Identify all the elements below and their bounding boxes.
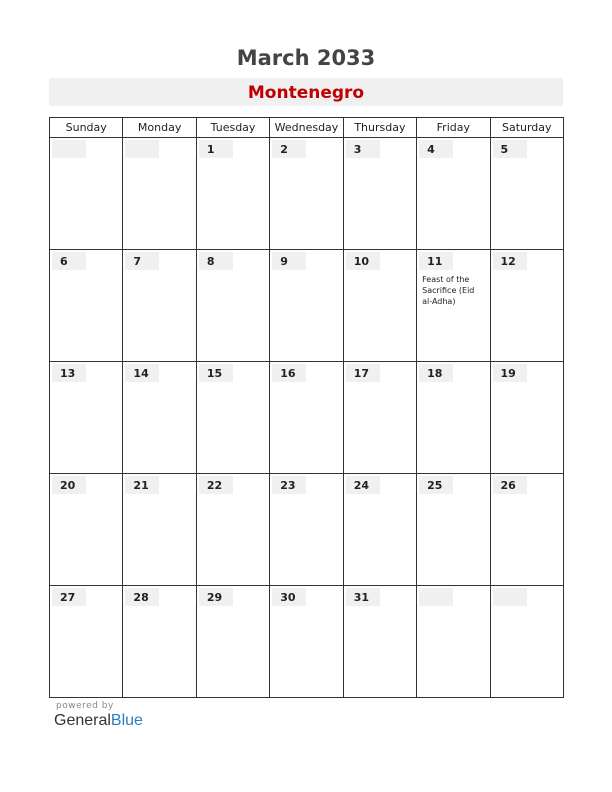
weekday-sunday: Sunday [50, 118, 123, 138]
day-cell [490, 250, 563, 362]
day-cell [196, 474, 269, 586]
day-number: 24 [346, 476, 380, 494]
week-row [50, 474, 564, 586]
day-cell [50, 250, 123, 362]
weekday-saturday: Saturday [490, 118, 563, 138]
day-cell [490, 586, 563, 698]
day-cell [270, 250, 343, 362]
day-number: 23 [272, 476, 306, 494]
day-number: 13 [52, 364, 86, 382]
day-number [419, 588, 453, 606]
week-row [50, 586, 564, 698]
day-cell [270, 586, 343, 698]
day-number: 26 [493, 476, 527, 494]
day-cell [50, 362, 123, 474]
powered-by-label: powered by [56, 701, 114, 711]
day-cell [270, 474, 343, 586]
weekday-thursday: Thursday [343, 118, 416, 138]
day-number: 5 [493, 140, 527, 158]
weekday-header-row [50, 118, 564, 138]
day-cell [123, 474, 196, 586]
day-number: 9 [272, 252, 306, 270]
day-cell [343, 474, 416, 586]
week-row [50, 138, 564, 250]
day-cell [50, 474, 123, 586]
calendar-grid [49, 117, 564, 698]
week-row [50, 250, 564, 362]
day-cell [343, 250, 416, 362]
day-cell [417, 586, 490, 698]
day-number: 29 [199, 588, 233, 606]
day-cell [50, 138, 123, 250]
day-number: 2 [272, 140, 306, 158]
day-number: 30 [272, 588, 306, 606]
day-cell [343, 362, 416, 474]
day-cell [270, 138, 343, 250]
day-number: 3 [346, 140, 380, 158]
day-number: 7 [125, 252, 159, 270]
weekday-tuesday: Tuesday [196, 118, 269, 138]
day-cell [196, 250, 269, 362]
day-number: 10 [346, 252, 380, 270]
day-number: 8 [199, 252, 233, 270]
day-cell [123, 362, 196, 474]
day-number [52, 140, 86, 158]
day-cell [50, 586, 123, 698]
day-cell [196, 138, 269, 250]
day-number: 16 [272, 364, 306, 382]
day-cell [490, 138, 563, 250]
weekday-monday: Monday [123, 118, 196, 138]
day-cell [490, 362, 563, 474]
day-number [493, 588, 527, 606]
holiday-label: Feast of the Sacrifice (Eid al-Adha) [422, 275, 475, 306]
day-cell [417, 250, 490, 362]
day-number: 6 [52, 252, 86, 270]
day-cell [196, 586, 269, 698]
day-number: 31 [346, 588, 380, 606]
day-number: 1 [199, 140, 233, 158]
day-cell [343, 586, 416, 698]
day-number: 25 [419, 476, 453, 494]
day-cell [417, 474, 490, 586]
day-number: 28 [125, 588, 159, 606]
day-cell [490, 474, 563, 586]
day-cell [417, 362, 490, 474]
day-number: 21 [125, 476, 159, 494]
day-cell [123, 586, 196, 698]
generalblue-logo[interactable] [54, 712, 143, 730]
day-number: 20 [52, 476, 86, 494]
weekday-wednesday: Wednesday [270, 118, 343, 138]
day-number: 22 [199, 476, 233, 494]
brand-blue: Blue [110, 712, 143, 729]
day-cell [123, 138, 196, 250]
day-number: 15 [199, 364, 233, 382]
country-name: Montenegro [49, 78, 563, 106]
day-cell [417, 138, 490, 250]
day-number: 14 [125, 364, 159, 382]
page-title: March 2033 [236, 46, 376, 70]
day-number: 11 [419, 252, 453, 270]
day-cell [196, 362, 269, 474]
day-number: 19 [493, 364, 527, 382]
brand-general: General [54, 712, 111, 729]
week-row [50, 362, 564, 474]
day-cell [343, 138, 416, 250]
day-number: 4 [419, 140, 453, 158]
weekday-friday: Friday [417, 118, 490, 138]
day-cell [270, 362, 343, 474]
day-number: 18 [419, 364, 453, 382]
day-number: 17 [346, 364, 380, 382]
day-number: 12 [493, 252, 527, 270]
day-number: 27 [52, 588, 86, 606]
day-cell [123, 250, 196, 362]
day-number [125, 140, 159, 158]
